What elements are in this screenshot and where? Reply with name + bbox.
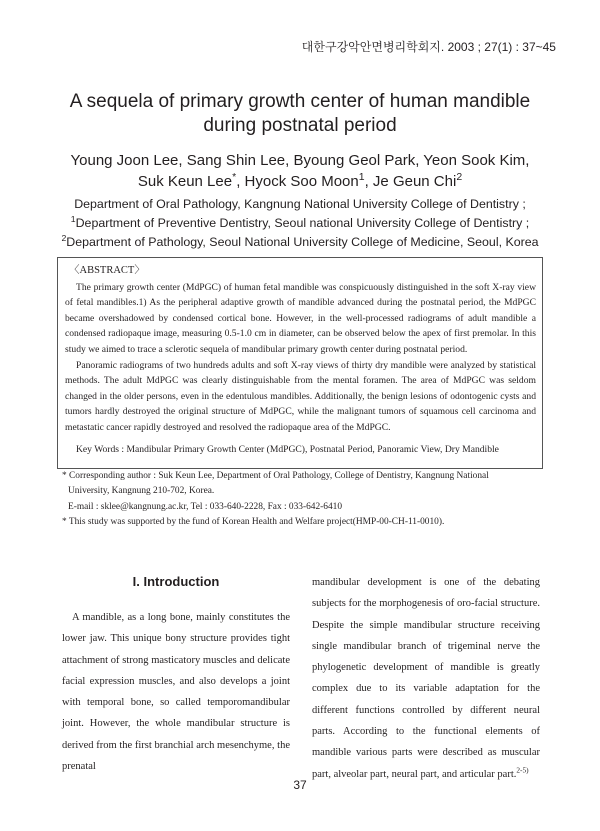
abstract-box <box>57 257 543 469</box>
affiliation-line: Department of Oral Pathology, Kangnung National University College of Dentistry ; <box>74 197 526 211</box>
footnotes <box>62 469 542 531</box>
contact-info: E-mail : sklee@kangnung.ac.kr, Tel : 033-640-2228, Fax : 033-642-6410 <box>68 501 343 512</box>
author-name: , Hyock Soo Moon <box>236 173 359 190</box>
corresponding-author-address: University, Kangnung 210-702, Korea. <box>68 486 215 497</box>
title-line-1: A sequela of primary growth center of human mandible <box>69 91 531 112</box>
title-line-2: during postnatal period <box>203 115 397 136</box>
affiliation-marker: 1 <box>70 213 76 224</box>
author-marker: 2 <box>456 171 463 183</box>
corresponding-author-note: * Corresponding author : Suk Keun Lee, Department of Oral Pathology, College of Dentistry, Kangnung National <box>62 471 489 481</box>
author-marker: 1 <box>358 171 365 183</box>
authors-line-1: Young Joon Lee, Sang Shin Lee, Byoung Geol Park, Yeon Sook Kim, <box>70 152 530 169</box>
author-name: Suk Keun Lee <box>137 173 233 190</box>
affiliation-marker: 2 <box>61 232 67 243</box>
author-marker: * <box>232 171 237 183</box>
section-title: I. Introduction <box>132 574 220 589</box>
affiliations <box>30 195 570 252</box>
abstract-heading: 〈ABSTRACT〉 <box>69 265 145 276</box>
keywords: Key Words : Mandibular Primary Growth Center (MdPGC), Postnatal Period, Panoramic View, Dry Mandible <box>76 443 499 455</box>
right-column <box>312 572 540 785</box>
page-number: 37 <box>293 778 307 792</box>
abstract-paragraph: The primary growth center (MdPGC) of human fetal mandible was conspicuously distinguished in the soft X-ray view of fetal mandibles.1) As the peripheral adaptive growth of mandible advanced during the postnatal period, the MdPGC became overshadowed by condensed cortical bone. However, in the well-processed radiograms of adult mandible a condensed radiopaque image, measuring 0.5-1.0 cm in diameter, can be observed below the apex of first premolar. In this study we aimed to trace a sclerotic sequela of mandibular primary growth center during postnatal period. <box>65 281 536 355</box>
left-column-text: A mandible, as a long bone, mainly constitutes the lower jaw. This unique bony structure provides tight attachment of strong masticatory muscles and delicate facial expression muscles, and also develops a joint with temporal bone, so called temporomandibular joint. However, the whole mandibular structure is derived from the first branchial arch mesenchyme, the prenatal <box>62 612 290 773</box>
affiliation-line: Department of Preventive Dentistry, Seoul national University College of Dentistry ; <box>75 216 530 230</box>
affiliation-line: Department of Pathology, Seoul National University College of Medicine, Seoul, Korea <box>66 235 539 249</box>
author-list <box>30 150 570 192</box>
paper-title <box>40 90 560 138</box>
journal-header: 대한구강악안면병리학회지. 2003 ; 27(1) : 37~45 <box>301 40 556 54</box>
author-name: , Je Geun Chi <box>364 173 457 190</box>
right-column-text: mandibular development is one of the debating subjects for the morphogenesis of oro-facial structure. Despite the simple mandibular structure receiving single mandibular branch of trigeminal nerve the phylogenetic development of mandible is greatly complex due to its variable adaptation for the different functions controlled by different neural parts. According to the functional elements of mandible various parts were described as muscular part, alveolar part, neural part, and articular part. <box>312 577 540 780</box>
abstract-paragraph: Panoramic radiograms of two hundreds adults and soft X-ray views of thirty dry mandible were analyzed by statistical methods. The adult MdPGC was clearly distinguishable from the mental foramen. The area of MdPGC was seldom changed in the older persons, even in the edentulous mandibles. Additionally, the benign lesions of odontogenic cysts and tumors hardly destroyed the original structure of MdPGC, while the malignant tumors of squamous cell carcinoma and metastatic cancer rapidly destroyed and resolved the radiopaque area of the MdPGC. <box>65 359 536 433</box>
citation-marker: 2-5) <box>516 765 529 775</box>
funding-note: * This study was supported by the fund of Korean Health and Welfare project(HMP-00-CH-11-0010). <box>62 517 445 528</box>
